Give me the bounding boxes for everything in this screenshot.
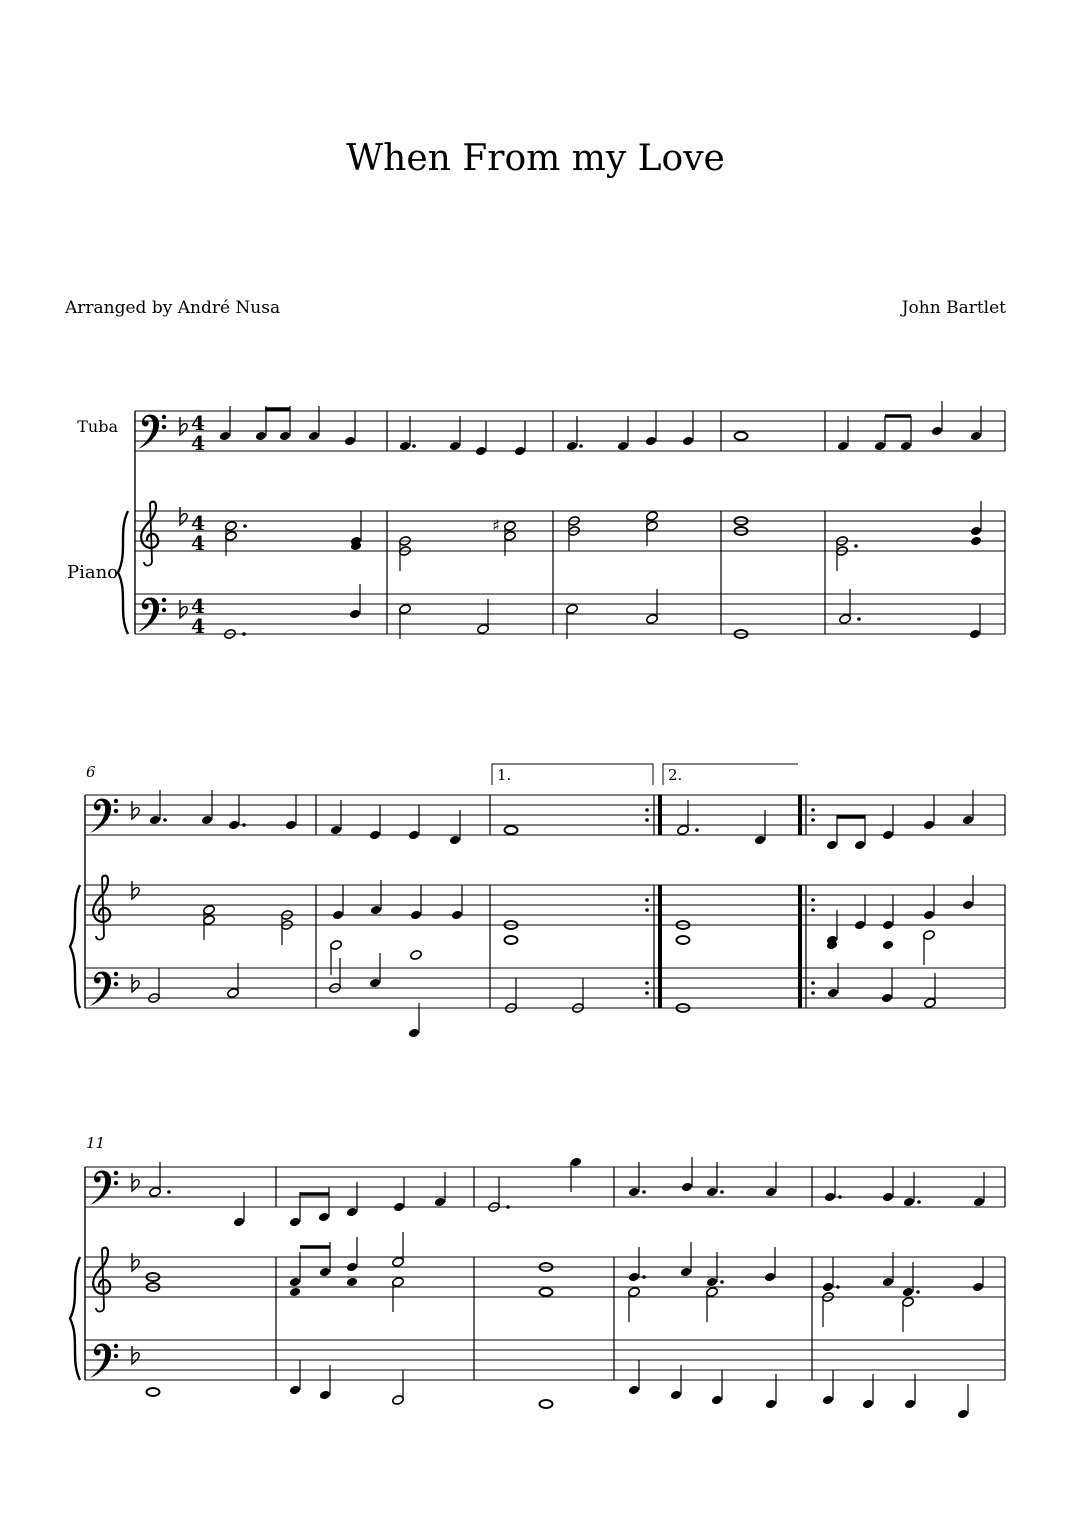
note bbox=[957, 1384, 969, 1419]
piano-label: Piano bbox=[66, 562, 118, 583]
tuba-staff bbox=[85, 1167, 1005, 1207]
measure-number: 6 bbox=[86, 763, 96, 781]
flat-icon bbox=[132, 801, 139, 819]
bass-clef-icon bbox=[90, 971, 118, 1006]
measure-number: 11 bbox=[86, 1134, 106, 1152]
note bbox=[681, 1157, 693, 1192]
note bbox=[332, 885, 344, 920]
time-signature-top: 4 bbox=[191, 594, 205, 618]
piano-bass-staff bbox=[85, 968, 1005, 1008]
dot bbox=[811, 898, 815, 902]
bass-clef-icon bbox=[138, 414, 166, 449]
note bbox=[904, 1374, 916, 1409]
piano-brace bbox=[70, 885, 80, 1008]
note bbox=[824, 1167, 836, 1202]
bass-clef-icon bbox=[90, 798, 118, 833]
note bbox=[349, 584, 361, 619]
dot bbox=[243, 524, 247, 528]
note bbox=[902, 1297, 915, 1332]
dot bbox=[857, 617, 861, 621]
note bbox=[392, 1232, 405, 1267]
dot bbox=[695, 828, 699, 832]
bass-clef-icon bbox=[138, 597, 166, 632]
volta-1-label: 1. bbox=[497, 766, 512, 784]
note bbox=[882, 940, 894, 951]
note bbox=[346, 1277, 358, 1288]
volta-bracket-1 bbox=[492, 764, 653, 785]
note bbox=[735, 432, 748, 440]
dot bbox=[720, 1190, 724, 1194]
flat-icon bbox=[180, 417, 187, 435]
flat-icon bbox=[132, 1346, 139, 1364]
note bbox=[677, 936, 690, 944]
dot bbox=[836, 1285, 840, 1289]
note bbox=[514, 421, 526, 456]
note bbox=[475, 421, 487, 456]
note bbox=[972, 1257, 984, 1292]
note bbox=[854, 895, 866, 930]
note bbox=[228, 795, 240, 830]
dot bbox=[854, 544, 858, 548]
time-signature-top: 4 bbox=[191, 411, 205, 435]
volta-bracket-2 bbox=[663, 764, 798, 785]
note bbox=[962, 875, 974, 910]
piano-brace bbox=[70, 1257, 80, 1380]
note bbox=[344, 411, 356, 446]
time-signature-bottom: 4 bbox=[191, 531, 205, 555]
dot bbox=[645, 981, 649, 985]
sharp-icon: ♯ bbox=[492, 516, 500, 535]
note bbox=[882, 805, 894, 840]
flat-icon bbox=[132, 1253, 139, 1271]
time-signature-top: 4 bbox=[191, 511, 205, 535]
note bbox=[854, 815, 866, 850]
note bbox=[350, 511, 362, 546]
note bbox=[882, 895, 894, 930]
dot bbox=[167, 1190, 171, 1194]
note bbox=[505, 936, 518, 944]
composer-credit: John Bartlet bbox=[901, 298, 1006, 318]
note bbox=[369, 805, 381, 840]
note bbox=[628, 1287, 641, 1322]
flat-icon bbox=[180, 600, 187, 618]
note bbox=[369, 953, 381, 988]
note bbox=[628, 1360, 640, 1395]
note bbox=[706, 1287, 719, 1322]
note bbox=[826, 815, 838, 850]
tuba-label: Tuba bbox=[77, 417, 118, 436]
dot bbox=[811, 981, 815, 985]
arranger-credit: Arranged by André Nusa bbox=[65, 298, 281, 318]
volta-2-label: 2. bbox=[668, 766, 683, 784]
dot bbox=[642, 1275, 646, 1279]
note bbox=[764, 1247, 776, 1282]
note bbox=[285, 795, 297, 830]
note bbox=[682, 411, 694, 446]
note bbox=[393, 1177, 405, 1212]
note bbox=[822, 1257, 834, 1292]
dot bbox=[811, 818, 815, 822]
note bbox=[410, 885, 422, 920]
time-signature-bottom: 4 bbox=[191, 431, 205, 455]
note bbox=[931, 401, 943, 436]
note bbox=[392, 1370, 405, 1405]
note bbox=[408, 805, 420, 840]
bass-clef-icon bbox=[90, 1343, 118, 1378]
score-title: When From my Love bbox=[346, 138, 725, 179]
piano-treble-staff bbox=[85, 885, 1005, 925]
flat-icon bbox=[132, 1173, 139, 1191]
dot bbox=[645, 818, 649, 822]
note bbox=[711, 1370, 723, 1405]
note bbox=[822, 1370, 834, 1405]
tuba-staff bbox=[85, 795, 1005, 835]
dot bbox=[242, 823, 246, 827]
note bbox=[410, 950, 423, 961]
note bbox=[765, 1374, 777, 1409]
dot bbox=[642, 1190, 646, 1194]
dot bbox=[412, 444, 416, 448]
dot bbox=[917, 1200, 921, 1204]
dot bbox=[838, 1195, 842, 1199]
note bbox=[540, 1400, 553, 1408]
flat-icon bbox=[180, 507, 187, 525]
note bbox=[923, 885, 935, 920]
dot bbox=[163, 818, 167, 822]
note bbox=[969, 604, 981, 639]
dot bbox=[645, 808, 649, 812]
note bbox=[970, 536, 982, 547]
piano-bass-staff bbox=[85, 1340, 1005, 1380]
piano-bass-staff bbox=[135, 594, 1005, 634]
note bbox=[680, 1242, 692, 1277]
dot bbox=[811, 808, 815, 812]
note bbox=[392, 1277, 405, 1312]
dot bbox=[645, 991, 649, 995]
dot bbox=[916, 1290, 920, 1294]
note bbox=[289, 1287, 301, 1298]
time-signature-bottom: 4 bbox=[191, 614, 205, 638]
piano-treble-staff bbox=[135, 511, 1005, 551]
dot bbox=[811, 991, 815, 995]
dot bbox=[242, 632, 246, 636]
bass-clef-icon bbox=[90, 1170, 118, 1205]
note bbox=[881, 968, 893, 1003]
note bbox=[645, 411, 657, 446]
note bbox=[628, 1247, 640, 1282]
note bbox=[923, 930, 936, 965]
note bbox=[882, 1167, 894, 1202]
note bbox=[923, 795, 935, 830]
note bbox=[289, 1360, 301, 1395]
note bbox=[147, 1388, 160, 1396]
dot bbox=[579, 444, 583, 448]
note bbox=[970, 501, 982, 536]
dot bbox=[720, 1280, 724, 1284]
dot bbox=[645, 908, 649, 912]
note bbox=[862, 1374, 874, 1409]
dot bbox=[506, 1205, 510, 1209]
piano-brace bbox=[118, 511, 128, 634]
note bbox=[540, 1288, 553, 1296]
flat-icon bbox=[132, 881, 139, 899]
dot bbox=[811, 908, 815, 912]
note bbox=[346, 1237, 358, 1272]
note bbox=[505, 826, 518, 834]
note bbox=[451, 885, 463, 920]
dot bbox=[645, 898, 649, 902]
flat-icon bbox=[132, 974, 139, 992]
